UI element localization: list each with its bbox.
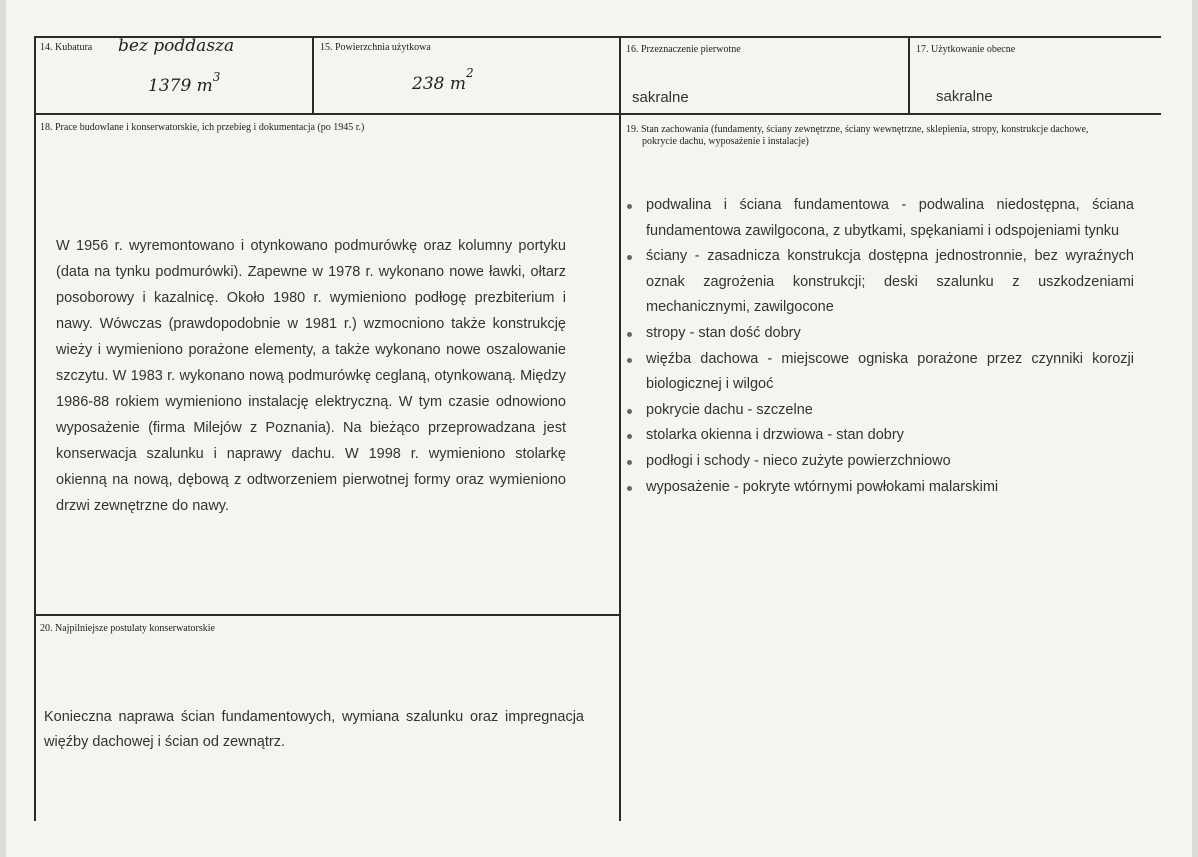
row1-divider-line [34, 113, 1161, 115]
kubatura-note: bez poddasza [118, 36, 235, 56]
stan-item-pokrycie: pokrycie dachu - szczelne [622, 398, 1134, 424]
divider-14-15 [312, 36, 314, 114]
kubatura-label: 14. Kubatura [40, 42, 93, 53]
stan-item-sciany: ściany - zasadnicza konstrukcja dostępna jednostronnie, bez wyraźnych oznak zagrożenia konstrukcji; deski szalunku z uszkodzeniami mechanicznymi, zawilgocone [622, 244, 1134, 321]
postulaty-paragraph: Konieczna naprawa ścian fundamentowych, wymiana szalunku oraz impregnacja więźby dachowej i ścian od zewnątrz. [44, 709, 584, 750]
przeznaczenie-value: sakralne [632, 89, 689, 106]
stan-item-podlogi: podłogi i schody - nieco zużyte powierzchniowo [622, 449, 1134, 475]
stan-item-stolarka: stolarka okienna i drzwiowa - stan dobry [622, 423, 1134, 449]
postulaty-text [44, 705, 584, 755]
powierzchnia-label: 15. Powierzchnia użytkowa [320, 42, 431, 53]
center-divider-line [619, 36, 621, 821]
stan-bullet-list [622, 193, 1134, 500]
stan-item-wyposazenie: wyposażenie - pokryte wtórnymi powłokami malarskimi [622, 475, 1134, 501]
section-18-20-divider [34, 614, 620, 616]
przeznaczenie-label: 16. Przeznaczenie pierwotne [626, 44, 741, 55]
stan-item-podwalina: podwalina i ściana fundamentowa - podwalina niedostępna, ściana fundamentowa zawilgocona, z ubytkami, spękaniami i odspojeniami tynku [622, 193, 1134, 244]
stan-item-stropy: stropy - stan dość dobry [622, 321, 1134, 347]
uzytkowanie-value: sakralne [936, 88, 993, 105]
uzytkowanie-label: 17. Użytkowanie obecne [916, 44, 1016, 55]
stan-item-wiezba: więźba dachowa - miejscowe ogniska porażone przez czynniki korozji biologicznej i wilgoć [622, 347, 1134, 398]
left-border-line [34, 36, 36, 821]
prace-text [56, 233, 566, 519]
kubatura-value: 1379 $m^3$ [148, 70, 221, 96]
postulaty-label: 20. Najpilniejsze postulaty konserwatorskie [40, 623, 215, 634]
divider-16-17 [908, 36, 910, 114]
prace-paragraph: W 1956 r. wyremontowano i otynkowano podmurówkę oraz kolumny portyku (data na tynku podmurówki). Zapewne w 1978 r. wykonano nowe ławki, ołtarz posoborowy i kazalnicę. Około 1980 r. wymieniono podłogę prezbiterium i nawy. Wówczas (prawdopodobnie w 1981 r.) wzmocniono także konstrukcję wieży i wymieniono porażone elementy, a także wykonano nowe oszalowanie szczytu. W 1983 r. wykonano nową podmurówkę ceglaną, otynkowaną. Między 1986-88 rokiem wymieniono instalację elektryczną. W tym czasie odnowiono wyposażenie (firma Milejów z Poznania). Na bieżąco przeprowadzana jest konserwacja szalunku i naprawy dachu. W 1998 r. wymieniono stolarkę okienną na nową, dębową z odtworzeniem pierwotnej formy oraz wymieniono drzwi zewnętrzne do nawy. [56, 238, 566, 514]
powierzchnia-value: 238 $m^2$ [412, 66, 474, 94]
stan-label-line1: 19. Stan zachowania (fundamenty, ściany zewnętrzne, ściany wewnętrzne, sklepienia, stropy, konstrukcje dachowe, [626, 124, 1089, 135]
stan-label-line2: pokrycie dachu, wyposażenie i instalacje) [642, 136, 809, 147]
prace-label: 18. Prace budowlane i konserwatorskie, ich przebieg i dokumentacja (po 1945 r.) [40, 122, 365, 133]
